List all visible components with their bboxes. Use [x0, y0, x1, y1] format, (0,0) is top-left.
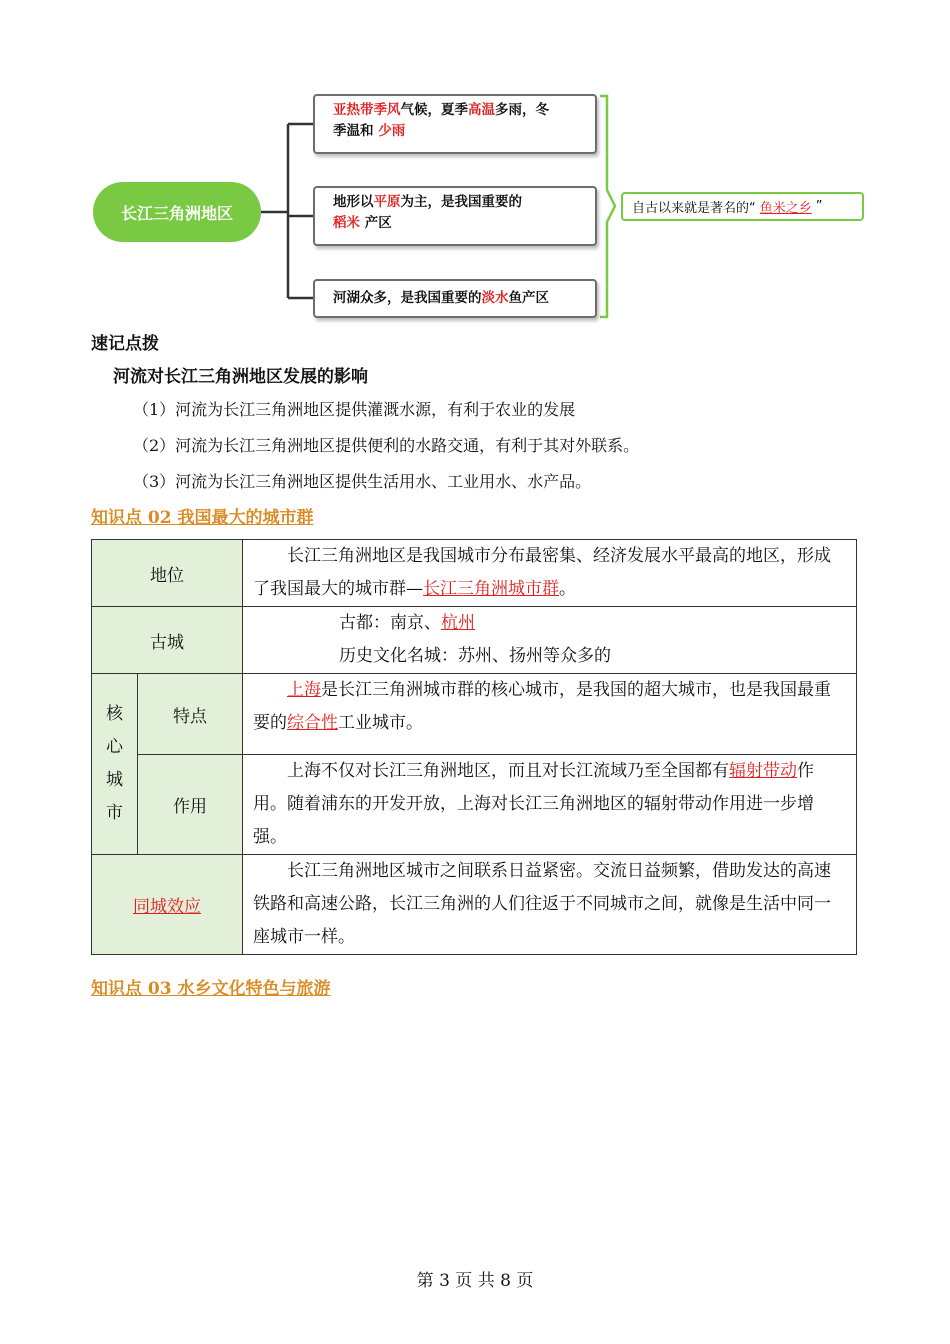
notes-item: （3）河流为长江三角洲地区提供生活用水、工业用水、水产品。 — [133, 472, 592, 491]
trait-text: 工业城市。 — [338, 713, 423, 733]
summary-fish-rice: 鱼米之乡 — [759, 201, 812, 216]
mindmap-node-climate — [313, 94, 597, 154]
row-content-status — [243, 540, 857, 607]
node2-text: 产区 — [364, 215, 392, 231]
row-label-samecity — [92, 855, 243, 955]
samecity-label: 同城效应 — [133, 897, 201, 917]
node1-text: 多雨，冬 — [495, 102, 549, 118]
node2-plain: 平原 — [373, 194, 401, 210]
notes-subheading: 河流对长江三角洲地区发展的影响 — [113, 367, 368, 387]
row-label-core — [92, 674, 138, 855]
row-label-ancient: 古城 — [92, 607, 243, 674]
node2-text: 地形以 — [333, 194, 374, 210]
kp02-table — [91, 539, 857, 955]
samecity-text: 长江三角洲地区城市之间联系日益紧密。交流日益频繁，借助发达的高速铁路和高速公路，长江三角洲的人们往返于不同城市之间，就像是生活中同一座城市一样。 — [253, 861, 831, 947]
trait-comprehensive: 综合性 — [287, 713, 338, 733]
ancient-hangzhou: 杭州 — [441, 613, 475, 633]
table-row — [92, 755, 857, 855]
notes-item: （1）河流为长江三角洲地区提供灌溉水源，有利于农业的发展 — [133, 400, 576, 419]
node1-text: 气候，夏季 — [400, 102, 468, 118]
summary-text: 自古以来就是著名的“ — [632, 201, 756, 216]
table-row — [92, 674, 857, 755]
table-row — [92, 607, 857, 674]
row-content-ancient — [243, 607, 857, 674]
kp03-title[interactable]: 知识点 03 水乡文化特色与旅游 — [91, 979, 331, 999]
core-char: 核 — [106, 704, 123, 724]
node1-little-rain: 少雨 — [378, 123, 406, 139]
row-label-trait: 特点 — [138, 674, 243, 755]
role-radiation: 辐射带动 — [729, 761, 797, 781]
status-period: 。 — [559, 579, 576, 599]
role-text: 上海不仅对长江三角洲地区，而且对长江流域乃至全国都有 — [287, 761, 729, 781]
row-label-role: 作用 — [138, 755, 243, 855]
trait-shanghai: 上海 — [287, 680, 321, 700]
node3-text: 河湖众多，是我国重要的 — [333, 290, 482, 306]
core-char: 心 — [106, 737, 123, 757]
role-text: 作用。随着浦东的开发开放，上海对长江三角洲地区的辐射带动作用进一步增强。 — [253, 761, 814, 847]
row-content-role — [243, 755, 857, 855]
node3-freshwater: 淡水 — [481, 290, 509, 306]
node1-text: 季温和 — [333, 123, 379, 139]
node2-text: 为主，是我国重要的 — [400, 194, 522, 210]
row-content-samecity — [243, 855, 857, 955]
trait-text: 是长江三角洲城市群的核心城市，是我国的超大城市，也是我国最重要的 — [253, 680, 831, 733]
notes-item: （2）河流为长江三角洲地区提供便利的水路交通，有利于其对外联系。 — [133, 436, 640, 455]
row-content-trait — [243, 674, 857, 755]
row-label-status: 地位 — [92, 540, 243, 607]
ancient-famous-cities: 历史文化名城：苏州、扬州等众多的 — [339, 646, 611, 666]
status-text: 长江三角洲地区是我国城市分布最密集、经济发展水平最高的地区，形成了我国最大的城市群— — [253, 546, 831, 599]
page-footer: 第 3 页 共 8 页 — [416, 1271, 534, 1291]
ancient-capitals: 古都：南京、 — [339, 613, 441, 633]
table-row — [92, 855, 857, 955]
status-city-cluster: 长江三角洲城市群 — [423, 579, 559, 599]
mindmap-summary — [621, 192, 864, 221]
table-row — [92, 540, 857, 607]
core-char: 城 — [106, 770, 123, 790]
mindmap-node-rivers — [313, 279, 597, 318]
notes-heading: 速记点拨 — [91, 334, 159, 354]
summary-brace — [600, 96, 615, 317]
node3-text: 鱼产区 — [508, 290, 549, 306]
mindmap-root: 长江三角洲地区 — [93, 182, 261, 242]
node1-high-temp: 高温 — [468, 102, 495, 118]
core-char: 市 — [106, 803, 123, 823]
kp02-title[interactable]: 知识点 02 我国最大的城市群 — [91, 508, 314, 528]
summary-quote-close: ” — [815, 199, 823, 214]
node2-rice: 稻米 — [333, 215, 360, 231]
node1-climate-type: 亚热带季风 — [333, 102, 401, 118]
mindmap-node-terrain — [313, 186, 597, 246]
